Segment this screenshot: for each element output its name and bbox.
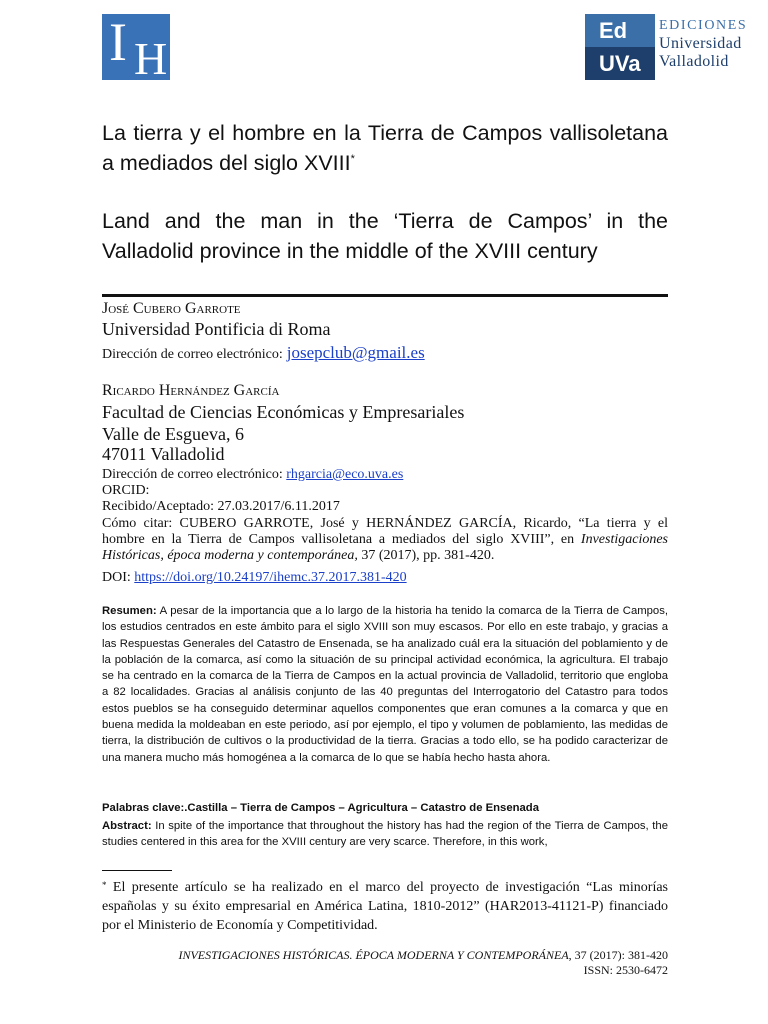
resumen-paragraph xyxy=(102,603,668,766)
author2-name: Ricardo Hernández García xyxy=(102,382,280,399)
author2-affiliation: Facultad de Ciencias Económicas y Empresariales xyxy=(102,402,465,422)
logo-line-universidad: Universidad xyxy=(659,35,742,52)
author1-affiliation: Universidad Pontificia di Roma xyxy=(102,319,331,339)
ih-logo xyxy=(102,12,170,84)
ih-logo-letter-i: I xyxy=(109,12,127,72)
logo-line-valladolid: Valladolid xyxy=(659,53,729,70)
abstract-label: Abstract: xyxy=(102,820,152,832)
footer-issue: , 37 (2017): 381-420 xyxy=(568,948,668,962)
resumen-text: A pesar de la importancia que a lo largo de la historia ha tenido la comarca de la Tierra de Campos, los estudios centrados en este ámbito para el siglo XVIII son muy escasos. Por ello en este trabajo, y gracias a las Respuestas Generales del Catastro de Ensenada, se ha analizado cuál era la situación del poblamiento y de la población de la comarca, así como la situación de su principal actividad económica, la agricultura. El trabajo se ha centrado en la comarca de la Tierra de Campos en la actual provincia de Valladolid, territorio que engloba a 82 localidades. Gracias al análisis conjunto de las 40 preguntas del Interrogatorio del Catastro para todos estos pueblos se ha conseguido determinar aquellos componentes que eran comunes a la comarca y que en buena medida la moldeaban en este periodo, así por ejemplo, el tipo y volumen de poblamiento, las medidas de tierra, la distribución de cultivos o la productividad de la tierra. Gracias a todo ello, se ha podido caracterizar de una manera mucho más homogénea a la comarca de lo que se había hecho hasta ahora. xyxy=(102,605,668,764)
page-footer xyxy=(178,948,668,978)
author1-email-label: Dirección de correo electrónico: xyxy=(102,347,283,362)
title-footnote-mark[interactable]: * xyxy=(350,153,355,165)
doi-label: DOI: xyxy=(102,570,135,585)
abstract-text: In spite of the importance that throughout the history has had the region of the Tierra de Campos, the studies centered in this area for the XVIII century are very scarce. Therefore, in this work, xyxy=(102,820,668,849)
ih-logo-letter-h: H xyxy=(134,33,168,84)
resumen-label: Resumen: xyxy=(102,605,157,617)
title-spanish xyxy=(102,118,668,178)
author1-name: José Cubero Garrote xyxy=(102,300,241,317)
footnote-text: El presente artículo se ha realizado en el marco del proyecto de investigación “Las minorías españolas y su éxito empresarial en América Latina, 1810-2012” (HAR2013-41121-P) financiado por el Ministerio de Economía y Competitividad. xyxy=(102,880,668,933)
footnote-mark: * xyxy=(102,880,107,890)
how-to-cite xyxy=(102,516,668,564)
footer-journal: INVESTIGACIONES HISTÓRICAS. ÉPOCA MODERNA Y CONTEMPORÁNEA xyxy=(178,948,569,962)
title-spanish-text: La tierra y el hombre en la Tierra de Campos vallisoletana a mediados del siglo XVIII xyxy=(102,121,668,175)
author1-email-line xyxy=(102,341,668,366)
author2-email-line xyxy=(102,467,668,483)
logo-uva-block: UVa xyxy=(585,47,655,80)
author2-orcid: ORCID: xyxy=(102,483,150,498)
cite-journal: Investigaciones Históricas, época moderna y contemporánea, xyxy=(102,532,669,563)
doi-link[interactable]: https://doi.org/10.24197/ihemc.37.2017.381-420 xyxy=(134,570,407,585)
logo-line-ediciones: EDICIONES xyxy=(659,18,748,33)
title-english: Land and the man in the ‘Tierra de Campos’ in the Valladolid province in the middle of the XVIII century xyxy=(102,209,668,263)
cite-volume: 37 (2017), pp. 381-420. xyxy=(357,548,495,563)
logo-ed-block: Ed xyxy=(585,14,655,47)
logo-publisher-text xyxy=(659,18,747,70)
title-divider xyxy=(102,294,668,297)
ediciones-uva-logo xyxy=(585,14,755,80)
footnote-divider xyxy=(102,870,172,871)
author2-email-link[interactable]: rhgarcia@eco.uva.es xyxy=(286,467,404,482)
footer-journal-line xyxy=(178,948,668,963)
received-accepted: Recibido/Aceptado: 27.03.2017/6.11.2017 xyxy=(102,499,340,514)
keywords-line: Palabras clave:.Castilla – Tierra de Campos – Agricultura – Catastro de Ensenada xyxy=(102,802,539,814)
author2-email-label: Dirección de correo electrónico: xyxy=(102,467,283,482)
footer-issn: ISSN: 2530-6472 xyxy=(583,963,668,977)
doi-line xyxy=(102,570,668,586)
cite-text: Cómo citar: CUBERO GARROTE, José y HERNÁNDEZ GARCÍA, Ricardo, “La tierra y el hombre en la Tierra de Campos vallisoletana a mediados del siglo XVIII”, en xyxy=(102,516,668,547)
abstract-paragraph xyxy=(102,818,668,851)
footnote xyxy=(102,878,668,935)
author1-email-link[interactable]: josepclub@gmail.es xyxy=(286,343,425,362)
author2-address-city: 47011 Valladolid xyxy=(102,444,225,464)
author2-address-street: Valle de Esgueva, 6 xyxy=(102,424,244,444)
